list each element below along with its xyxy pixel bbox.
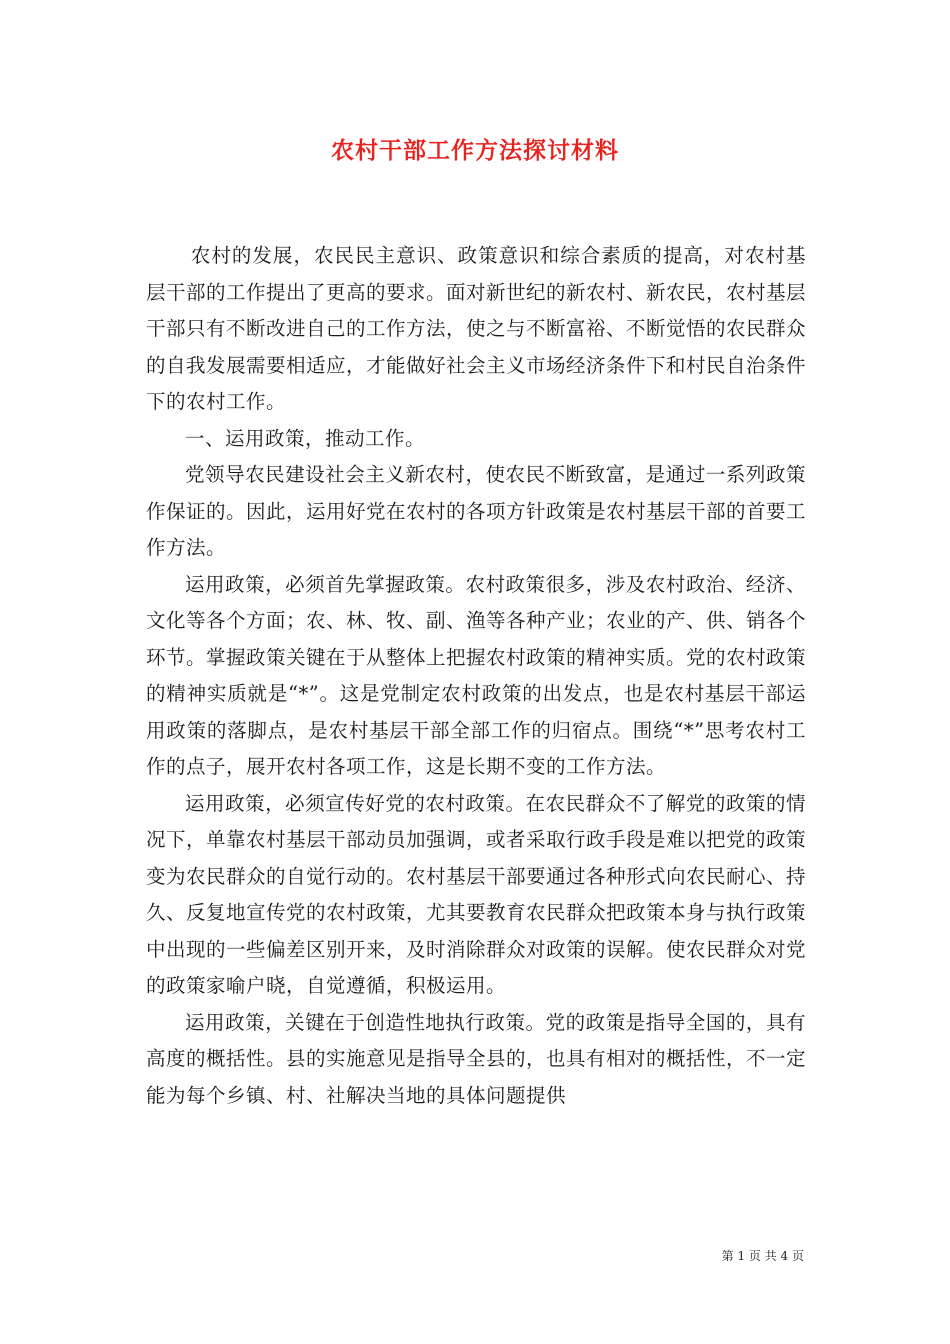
page-number: 第 1 页 共 4 页	[721, 1249, 804, 1263]
document-body	[146, 238, 806, 1114]
section-heading-1: 一、运用政策，推动工作。	[185, 426, 426, 450]
paragraph: 运用政策，必须宣传好党的农村政策。在农民群众不了解党的政策的情况下，单靠农村基层干部动员加强调，或者采取行政手段是难以把党的政策变为农民群众的自觉行动的。农村基层干部要通过各种形式向农民耐心、持久、反复地宣传党的农村政策，尤其要教育农民群众把政策本身与执行政策中出现的一些偏差区别开来，及时消除群众对政策的误解。使农民群众对党的政策家喻户晓，自觉遵循，积极运用。	[146, 791, 807, 997]
document-title: 农村干部工作方法探讨材料	[331, 137, 619, 164]
paragraph: 运用政策，必须首先掌握政策。农村政策很多，涉及农村政治、经济、文化等各个方面；农、林、牧、副、渔等各种产业；农业的产、供、销各个环节。掌握政策关键在于从整体上把握农村政策的精神实质。党的农村政策的精神实质就是“*”。这是党制定农村政策的出发点，也是农村基层干部运用政策的落脚点，是农村基层干部全部工作的归宿点。围绕“*”思考农村工作的点子，展开农村各项工作，这是长期不变的工作方法。	[146, 572, 807, 778]
paragraph: 党领导农民建设社会主义新农村，使农民不断致富，是通过一系列政策作保证的。因此，运用好党在农村的各项方针政策是农村基层干部的首要工作方法。	[146, 463, 807, 559]
paragraph: 运用政策，关键在于创造性地执行政策。党的政策是指导全国的，具有高度的概括性。县的实施意见是指导全县的，也具有相对的概括性，不一定能为每个乡镇、村、社解决当地的具体问题提供	[146, 1010, 807, 1107]
paragraph-intro: 农村的发展，农民民主意识、政策意识和综合素质的提高，对农村基层干部的工作提出了更高的要求。面对新世纪的新农村、新农民，农村基层干部只有不断改进自己的工作方法，使之与不断富裕、不断觉悟的农民群众的自我发展需要相适应，才能做好社会主义市场经济条件下和村民自治条件下的农村工作。	[146, 244, 807, 413]
